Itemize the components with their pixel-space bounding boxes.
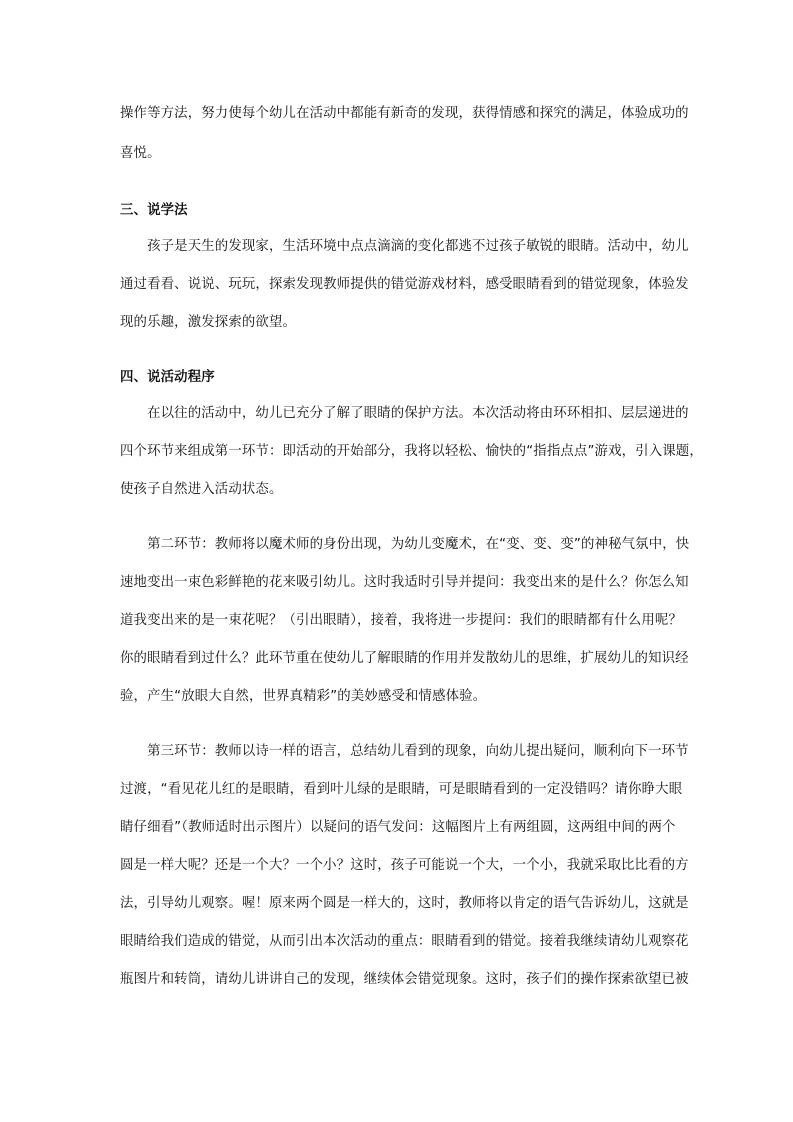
paragraph-line: 圆是一样大呢？还是一个大？一个小？这时，孩子可能说一个大，一个小，我就采取比比看的方 — [120, 858, 689, 873]
paragraph-line: 法，引导幼儿观察。喔！原来两个圆是一样大的，这时，教师将以肯定的语气告诉幼儿，这就是 — [120, 896, 689, 911]
paragraph-line: 喜悦。 — [120, 146, 161, 161]
paragraph-line: 你的眼睛看到过什么？此环节重在使幼儿了解眼睛的作用并发散幼儿的思维，扩展幼儿的知识经 — [120, 651, 689, 666]
paragraph-line: 第三环节：教师以诗一样的语言，总结幼儿看到的现象，向幼儿提出疑问，顺利向下一环节 — [120, 744, 689, 759]
paragraph-line: 眼睛给我们造成的错觉，从而引出本次活动的重点：眼睛看到的错觉。接着我继续请幼儿观察花 — [120, 934, 689, 949]
paragraph-line: 操作等方法，努力使每个幼儿在活动中都能有新奇的发现，获得情感和探究的满足，体验成功的 — [120, 106, 689, 121]
paragraph-line: 速地变出一束色彩鲜艳的花来吸引幼儿。这时我适时引导并提问：我变出来的是什么？你怎么知 — [120, 575, 689, 590]
paragraph-line: 孩子是天生的发现家，生活环境中点点滴滴的变化都逃不过孩子敏锐的眼睛。活动中，幼儿 — [120, 239, 689, 254]
paragraph-line: 验，产生“放眼大自然，世界真精彩”的美妙感受和情感体验。 — [120, 689, 487, 704]
paragraph-line: 过渡，“看见花儿红的是眼睛，看到叶儿绿的是眼睛，可是眼睛看到的一定没错吗？请你睁大眼 — [120, 782, 683, 797]
paragraph-line: 道我变出来的是一束花呢？（引出眼睛），接着，我将进一步提问：我们的眼睛都有什么用呢？ — [120, 613, 683, 628]
section-heading: 四、说活动程序 — [120, 370, 215, 385]
paragraph-line: 通过看看、说说、玩玩，探索发现教师提供的错觉游戏材料，感受眼睛看到的错觉现象，体验发 — [120, 277, 689, 292]
paragraph-line: 四个环节来组成第一环节：即活动的开始部分，我将以轻松、愉快的“指指点点”游戏，引入课题， — [120, 444, 703, 459]
paragraph-line: 瓶图片和转筒，请幼儿讲讲自己的发现，继续体会错觉现象。这时，孩子们的操作探索欲望已被 — [120, 972, 689, 987]
section-heading: 三、说学法 — [120, 203, 188, 218]
paragraph-line: 睛仔细看”（教师适时出示图片）以疑问的语气发问：这幅图片上有两组圆，这两组中间的两个 — [120, 820, 676, 835]
paragraph-line: 在以往的活动中，幼儿已充分了解了眼睛的保护方法。本次活动将由环环相扣、层层递进的 — [120, 406, 689, 421]
paragraph-line: 现的乐趣，激发探索的欲望。 — [120, 315, 297, 330]
paragraph-line: 使孩子自然进入活动状态。 — [120, 482, 283, 497]
paragraph-line: 第二环节：教师将以魔术师的身份出现，为幼儿变魔术，在“变、变、变”的神秘气氛中，快 — [120, 537, 690, 552]
